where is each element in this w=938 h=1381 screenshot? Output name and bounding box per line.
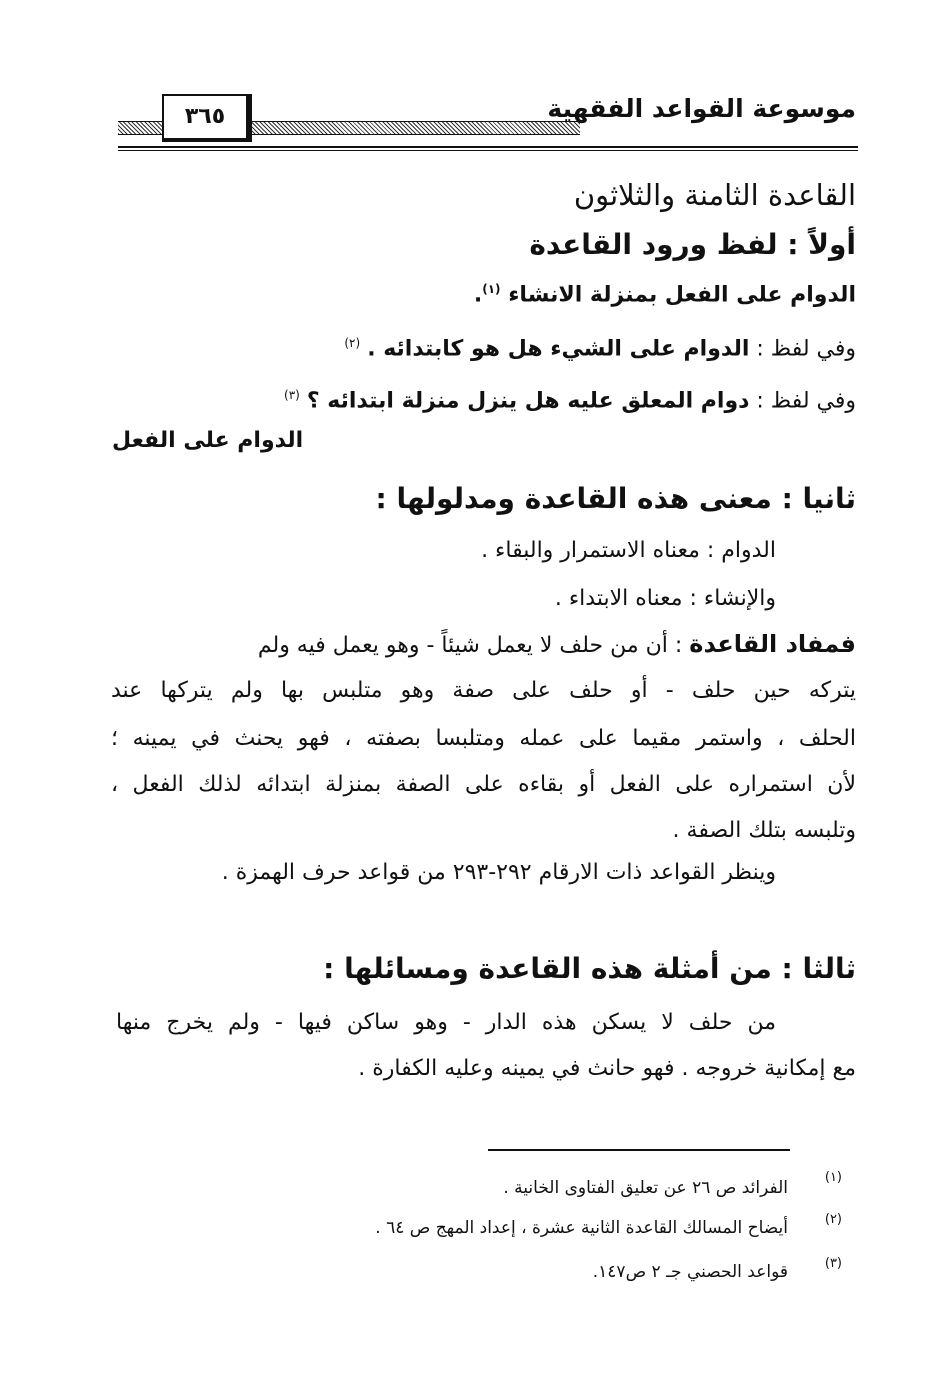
footnote-separator [488,1149,790,1151]
example-line-2: مع إمكانية خروجه . فهو حانث في يمينه وعليه الكفارة . [358,1056,856,1081]
meaning-text-1: : أن من حلف لا يعمل شيئاً - وهو يعمل فيه ولم [257,633,683,658]
book-title: موسوعة القواعد الفقهية [547,94,856,123]
meaning-line-2: يتركه حين حلف - أو حلف على صفة وهو متلبس بها ولم يتركها عند [111,678,856,703]
meaning-line-5: وتلبسه بتلك الصفة . [672,818,856,843]
side-label: الدوام على الفعل [112,428,304,453]
definition-2: والإنشاء : معناه الابتداء . [554,586,776,611]
header-underline-2 [118,150,858,151]
alt2-prefix: وفي لفظ : [756,388,856,414]
footnote-ref-3: (٣) [284,388,300,402]
meaning-line-3: الحلف ، واستمر مقيما على عمله ومتلبسا بصفته ، فهو يحنث في يمينه ؛ [111,726,856,751]
footnote-num-2: (٢) [824,1212,842,1227]
section2-heading: ثانيا : معنى هذه القاعدة ومدلولها : [375,482,856,515]
header-rule-right [250,121,580,135]
footnote-ref-1: (١) [482,282,501,296]
section1-heading: أولاً : لفظ ورود القاعدة [529,228,856,261]
meaning-line-4: لأن استمراره على الفعل أو بقاءه على الصفة بمنزلة ابتدائه لذلك الفعل ، [111,772,856,797]
footnote-2: أيضاح المسالك القاعدة الثانية عشرة ، إعداد المهج ص ٦٤ . [375,1218,788,1238]
definition-1: الدوام : معناه الاستمرار والبقاء . [481,538,776,563]
page-number: ٣٦٥ [162,94,252,142]
header-rule-left [118,121,162,135]
meaning-label: فمفاد القاعدة [689,630,856,658]
footnote-num-1: (١) [824,1170,842,1185]
alt1-prefix: وفي لفظ : [756,336,856,362]
main-wording-text: الدوام على الفعل بمنزلة الانشاء [508,282,856,308]
alt-wording-2 [284,388,856,413]
alt-wording-1 [344,336,856,361]
see-also: وينظر القواعد ذات الارقام ٢٩٢-٢٩٣ من قواعد حرف الهمزة . [221,860,776,885]
alt1-text: الدوام على الشيء هل هو كابتدائه . [367,336,750,362]
footnote-3: قواعد الحصني جـ ٢ ص١٤٧. [592,1262,788,1282]
footnote-1: الفرائد ص ٢٦ عن تعليق الفتاوى الخانية . [503,1178,788,1198]
example-line-1: من حلف لا يسكن هذه الدار - وهو ساكن فيها - ولم يخرج منها [116,1010,776,1035]
header-underline [118,146,858,148]
meaning-line-1 [111,630,856,658]
main-wording: الدوام على الفعل بمنزلة الانشاء $^{(١)}$. [473,282,856,308]
footnote-ref-2: (٢) [344,336,361,350]
section3-heading: ثالثا : من أمثلة هذه القاعدة ومسائلها : [323,952,856,985]
footnote-num-3: (٣) [824,1256,842,1271]
rule-title: القاعدة الثامنة والثلاثون [573,178,856,212]
alt2-text: دوام المعلق عليه هل ينزل منزلة ابتدائه ؟ [306,388,750,414]
